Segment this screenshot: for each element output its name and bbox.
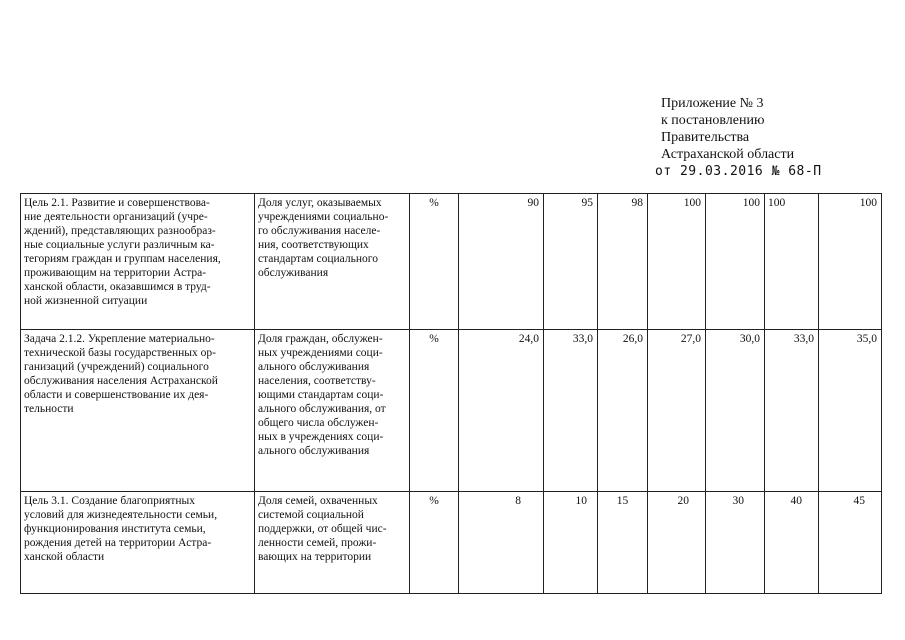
value-cell: 20 [648, 492, 706, 594]
value-cell: 8 [459, 492, 544, 594]
value-cell: 100 [819, 194, 882, 330]
value-cell: 33,0 [765, 330, 819, 492]
value-cell: 33,0 [544, 330, 598, 492]
appendix-government: Правительства [661, 130, 750, 145]
value-cell: 30 [706, 492, 765, 594]
value-cell: 15 [598, 492, 648, 594]
goal-cell [21, 492, 255, 594]
appendix-number: Приложение № 3 [661, 96, 764, 111]
indicator-text: Доля услуг, оказываемых учреждениями социально- го обслуживания населе- ния, соответствующих стандартам социального обслуживания [258, 197, 389, 279]
appendix-to-resolution: к постановлению [661, 113, 765, 128]
unit-cell: % [410, 194, 459, 330]
value-cell: 10 [544, 492, 598, 594]
value-cell: 98 [598, 194, 648, 330]
unit-cell: % [410, 492, 459, 594]
value-cell: 100 [648, 194, 706, 330]
value-cell: 30,0 [706, 330, 765, 492]
indicator-cell [255, 194, 410, 330]
value-cell: 24,0 [459, 330, 544, 492]
value-cell: 95 [544, 194, 598, 330]
value-cell: 35,0 [819, 330, 882, 492]
values-table [20, 193, 882, 594]
goal-cell [21, 194, 255, 330]
task-text: Задача 2.1.2. Укрепление материально- технической базы государственных ор- ганизаций (учреждений) социального обслуживания населения Астраханской области и совершенствование их дея- тельности [24, 333, 218, 415]
value-cell: 27,0 [648, 330, 706, 492]
indicator-text: Доля граждан, обслужен- ных учреждениями соци- ального обслуживания населения, соответству- ющими стандартам соци- ального обслуживания, от общего числа обслужен- ных в учреждениях соци- ального обслуживания [258, 333, 386, 457]
value-cell: 90 [459, 194, 544, 330]
table-row [21, 330, 882, 492]
resolution-date-number: от 29.03.2016 № 68-П [655, 164, 822, 179]
value-cell: 26,0 [598, 330, 648, 492]
resolution-stamp [655, 95, 895, 180]
task-cell [21, 330, 255, 492]
indicator-cell [255, 492, 410, 594]
value-cell: 45 [819, 492, 882, 594]
indicator-text: Доля семей, охваченных системой социальной поддержки, от общей чис- ленности семей, прожи- вающих на территории [258, 495, 387, 563]
value-cell: 100 [706, 194, 765, 330]
table-row [21, 194, 882, 330]
unit-cell: % [410, 330, 459, 492]
appendix-region: Астраханской области [661, 147, 795, 162]
table-row [21, 492, 882, 594]
value-cell: 40 [765, 492, 819, 594]
goal-text: Цель 3.1. Создание благоприятных условий для жизнедеятельности семьи, функционирования института семьи, рождения детей на территории Астра- ханской области [24, 495, 218, 563]
value-cell: 100 [765, 194, 819, 330]
indicator-cell [255, 330, 410, 492]
goal-text: Цель 2.1. Развитие и совершенствова- ние деятельности организаций (учре- ждений), представляющих разнообраз- ные социальные услуги различным ка- тегориям граждан и группам населения, проживающим на территории Астра- ханской области, оказавшимся в труд- ной жизненной ситуации [24, 197, 221, 307]
